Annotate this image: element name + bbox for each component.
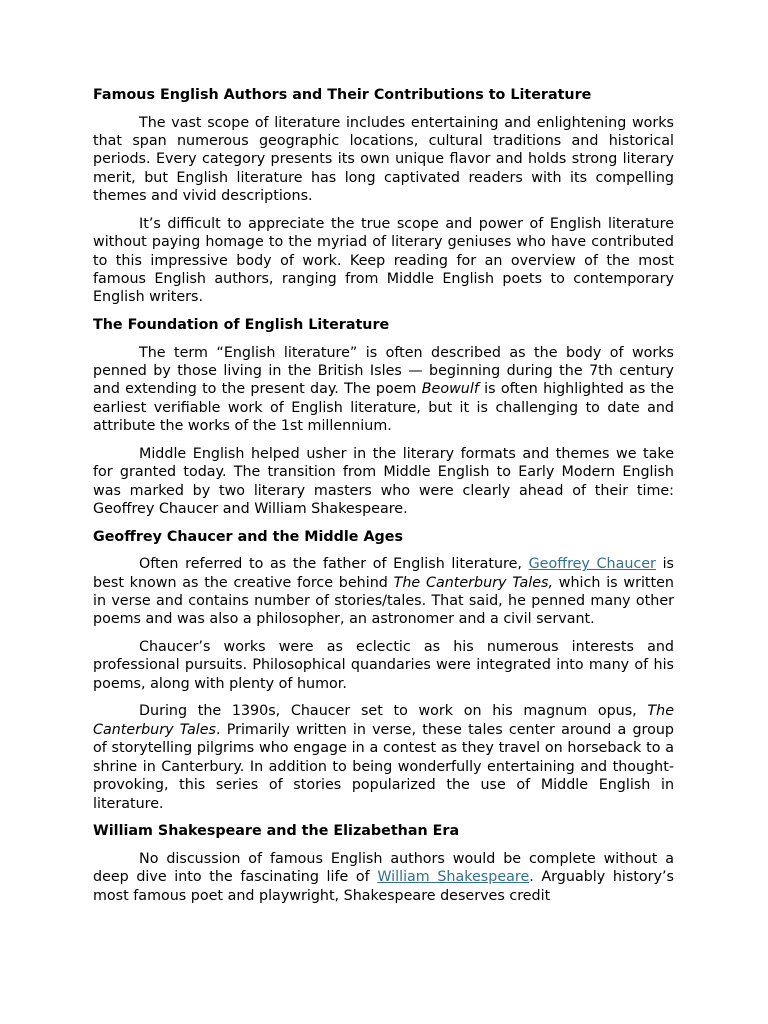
- section-heading-foundation: The Foundation of English Literature: [93, 317, 390, 334]
- beowulf-title: Beowulf: [421, 381, 479, 398]
- william-shakespeare-link[interactable]: William Shakespeare: [377, 869, 530, 886]
- foundation-paragraph-2: Middle English helped usher in the literary formats and themes we take for granted today. The transition from Middle English to Early Modern English was marked by two literary masters who were clearly ahead of their time: Geoffrey Chaucer and William Shakespeare.: [93, 445, 674, 518]
- chaucer-paragraph-1: Often referred to as the father of English literature, Geoffrey Chaucer is best known as the creative force behind The Canterbury Tales, which is written in verse and contains number of stories/tales. That said, he penned many other poems and was also a philosopher, an astronomer and a civil servant.: [93, 556, 674, 628]
- geoffrey-chaucer-link[interactable]: Geoffrey Chaucer: [528, 556, 656, 573]
- document-page: [93, 86, 674, 914]
- shakespeare-paragraph-1: No discussion of famous English authors would be complete without a deep dive into the fascinating life of William Shakespeare. Arguably history’s most famous poet and playwright, Shakespeare deserves credit: [93, 850, 674, 904]
- chaucer-paragraph-3: During the 1390s, Chaucer set to work on his magnum opus, The Canterbury Tales. Primarily written in verse, these tales center around a group of storytelling pilgrims who engage in a contest as they travel on horseback to a shrine in Canterbury. In addition to being wonderfully entertaining and thought-provoking, this series of stories popularized the use of Middle English in literature.: [93, 703, 674, 812]
- intro-paragraph-1: The vast scope of literature includes entertaining and enlightening works that span numerous geographic locations, cultural traditions and historical periods. Every category presents its own unique flavor and holds strong literary merit, but English literature has long captivated readers with its compelling themes and vivid descriptions.: [93, 114, 674, 205]
- document-title: Famous English Authors and Their Contributions to Literature: [93, 87, 592, 103]
- foundation-paragraph-1: The term “English literature” is often described as the body of works penned by those living in the British Isles — beginning during the 7th century and extending to the present day. The poem Beowulf is often highlighted as the earliest verifiable work of English literature, but it is challenging to date and attribute the works of the 1st millennium.: [93, 344, 674, 435]
- section-heading-shakespeare: William Shakespeare and the Elizabethan Era: [93, 823, 460, 840]
- chaucer-paragraph-2: Chaucer’s works were as eclectic as his numerous interests and professional pursuits. Philosophical quandaries were integrated into many of his poems, along with plenty of humor.: [93, 639, 674, 692]
- intro-paragraph-2: It’s difficult to appreciate the true scope and power of English literature without paying homage to the myriad of literary geniuses who have contributed to this impressive body of work. Keep reading for an overview of the most famous English authors, ranging from Middle English poets to contemporary English writers.: [93, 215, 674, 306]
- canterbury-tales-title: The Canterbury Tales,: [393, 574, 554, 591]
- canterbury-tales-title-2: The Canterbury Tales: [93, 703, 674, 738]
- section-heading-chaucer: Geoffrey Chaucer and the Middle Ages: [93, 528, 403, 545]
